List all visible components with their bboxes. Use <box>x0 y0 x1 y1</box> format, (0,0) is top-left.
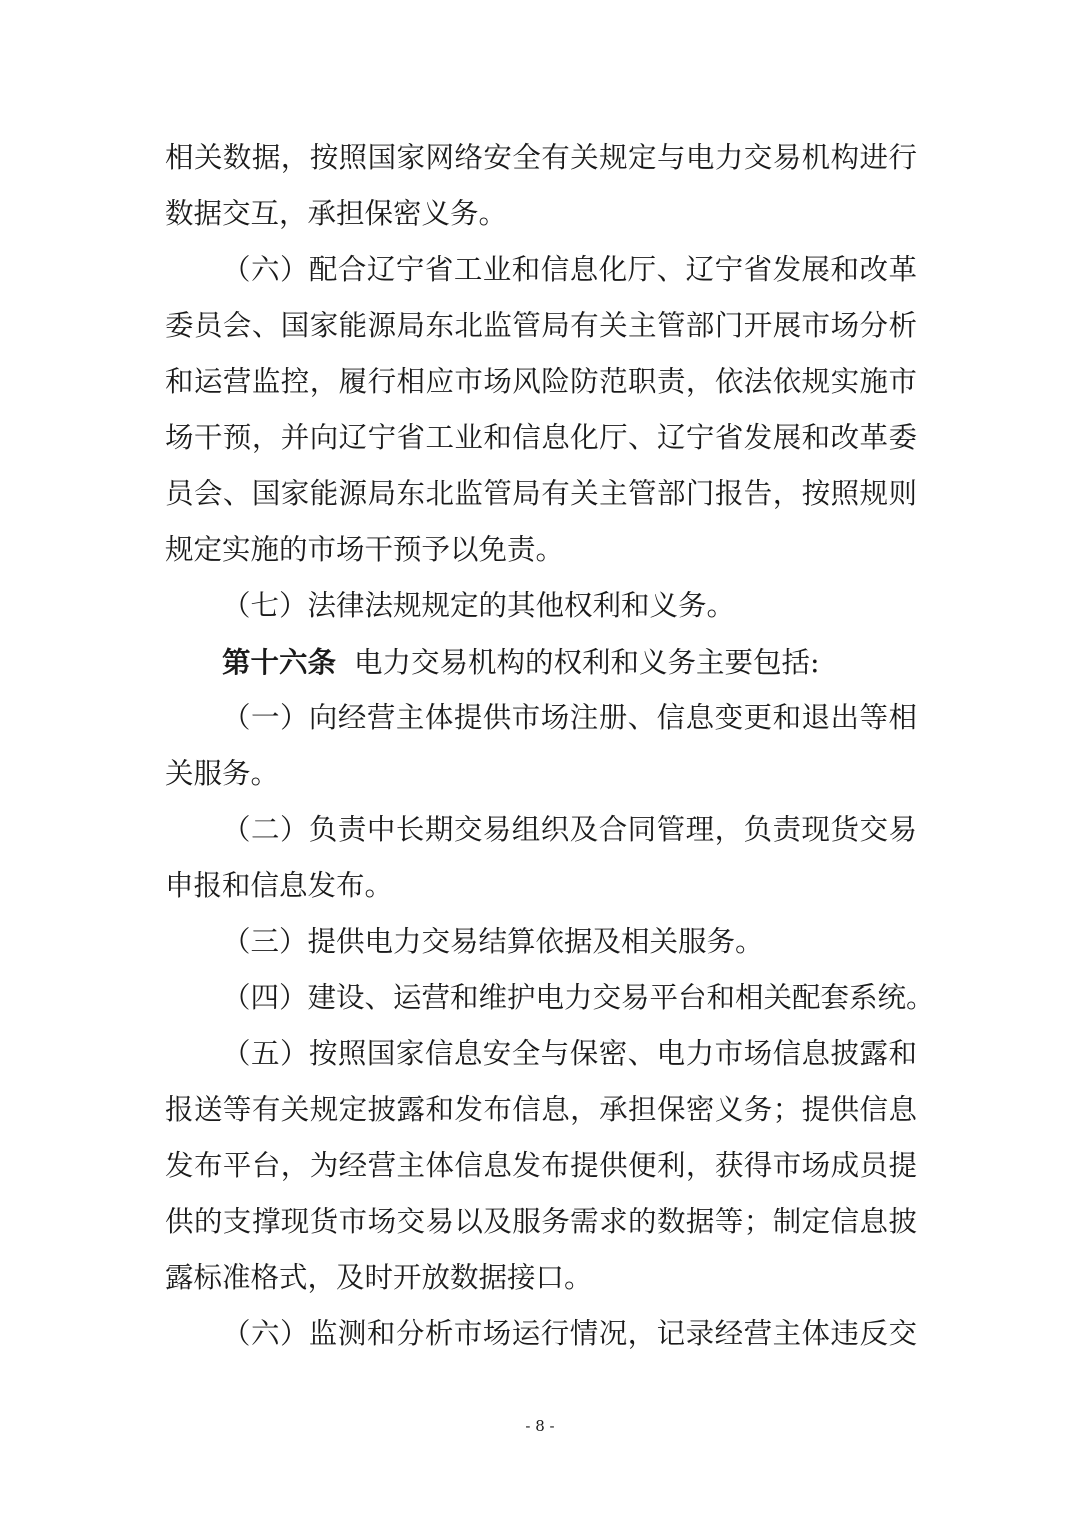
text-line: 员会、国家能源局东北监管局有关主管部门报告，按照规则 <box>165 477 917 510</box>
text-line: 和运营监控，履行相应市场风险防范职责，依法依规实施市 <box>165 365 917 398</box>
text-line: （五）按照国家信息安全与保密、电力市场信息披露和 <box>222 1037 917 1070</box>
text-line: 露标准格式，及时开放数据接口。 <box>165 1261 593 1294</box>
article-heading-line <box>222 634 917 690</box>
text-line: （六）配合辽宁省工业和信息化厅、辽宁省发展和改革 <box>222 253 917 286</box>
text-line: （六）监测和分析市场运行情况，记录经营主体违反交 <box>222 1317 917 1350</box>
article-heading: 第十六条 <box>222 645 337 679</box>
text-line: 发布平台，为经营主体信息发布提供便利，获得市场成员提 <box>165 1149 917 1182</box>
text-line: 相关数据，按照国家网络安全有关规定与电力交易机构进行 <box>165 141 917 174</box>
text-line: 场干预，并向辽宁省工业和信息化厅、辽宁省发展和改革委 <box>165 421 917 454</box>
text-line: 数据交互，承担保密义务。 <box>165 197 508 230</box>
text-line: （一）向经营主体提供市场注册、信息变更和退出等相 <box>222 701 917 734</box>
text-line: （三）提供电力交易结算依据及相关服务。 <box>222 925 764 958</box>
text-line: （四）建设、运营和维护电力交易平台和相关配套系统。 <box>222 981 935 1014</box>
text-line: 规定实施的市场干预予以免责。 <box>165 533 565 566</box>
page-number: - 8 - <box>525 1417 555 1435</box>
text-line: 委员会、国家能源局东北监管局有关主管部门开展市场分析 <box>165 309 917 342</box>
text-line: 供的支撑现货市场交易以及服务需求的数据等；制定信息披 <box>165 1205 917 1238</box>
text-line: 报送等有关规定披露和发布信息，承担保密义务；提供信息 <box>165 1093 917 1126</box>
text-line: （七）法律法规规定的其他权利和义务。 <box>222 589 736 622</box>
text-line: 申报和信息发布。 <box>165 869 394 902</box>
text-line: （二）负责中长期交易组织及合同管理，负责现货交易 <box>222 813 917 846</box>
text-line: 关服务。 <box>165 757 280 790</box>
article-heading-text: 电力交易机构的权利和义务主要包括: <box>354 646 820 679</box>
